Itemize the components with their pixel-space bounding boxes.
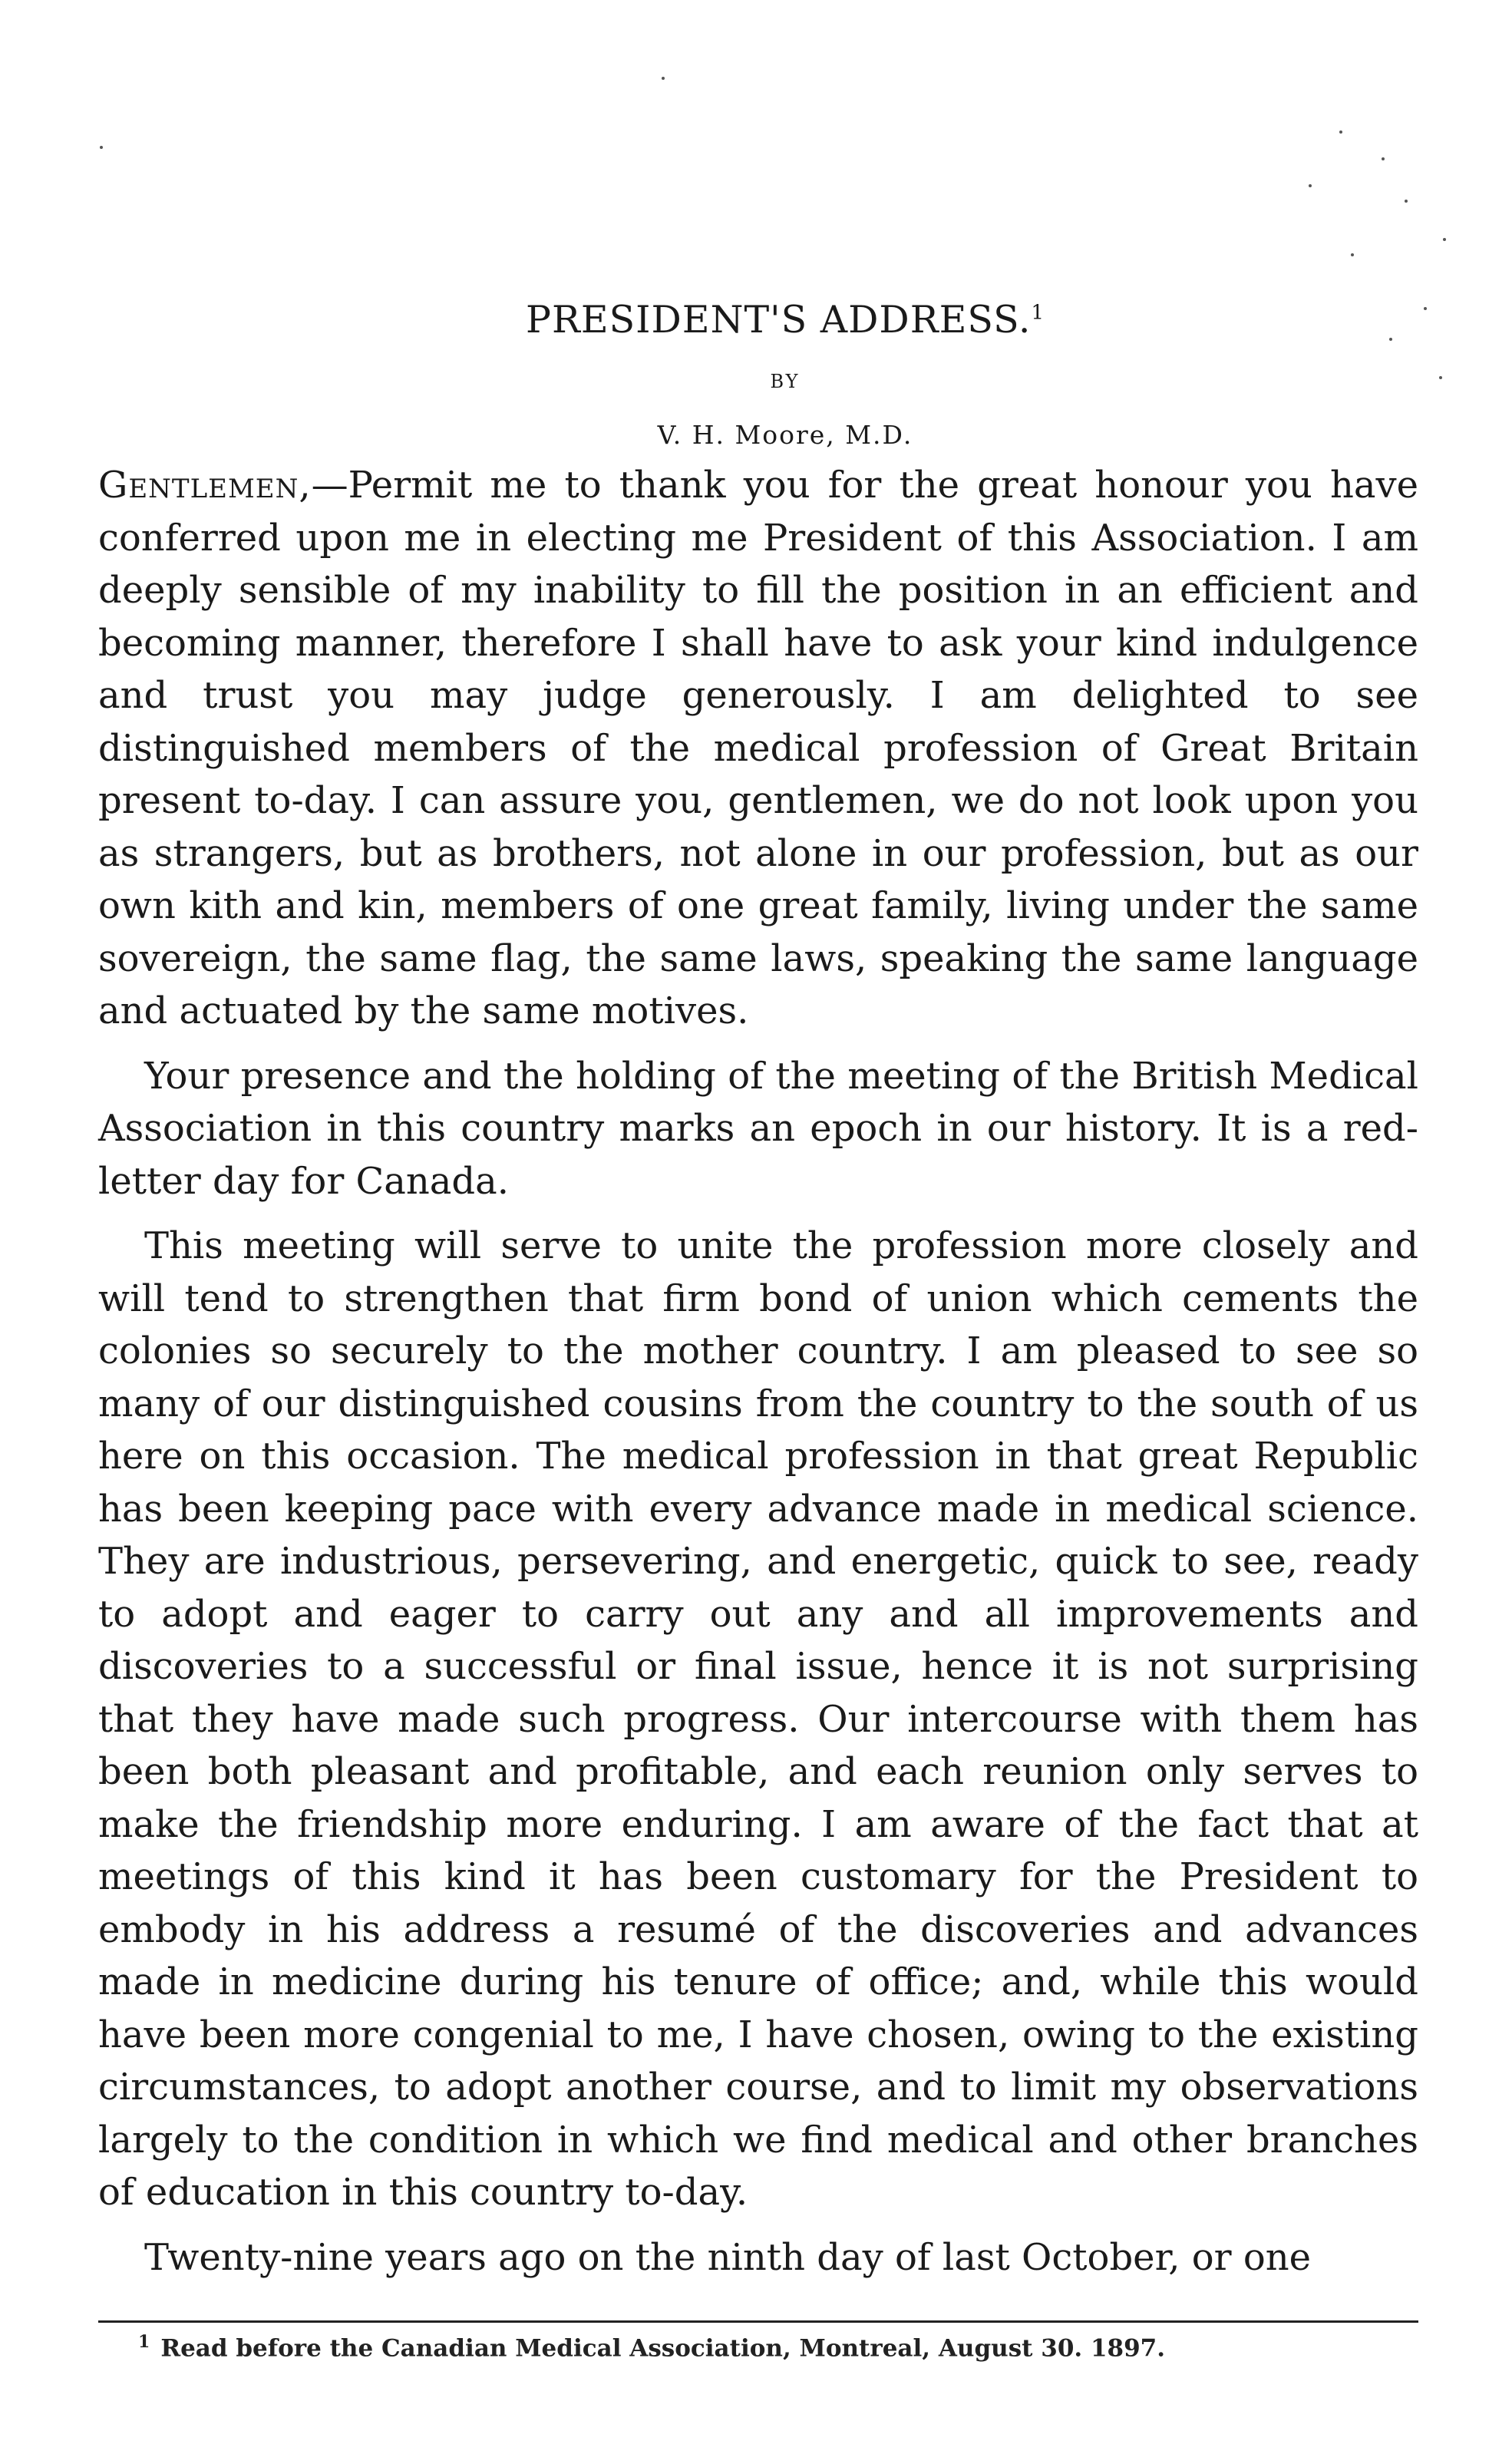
scan-speck bbox=[1309, 184, 1312, 187]
scan-speck bbox=[1351, 253, 1354, 256]
scan-speck bbox=[100, 146, 103, 149]
footnote-mark: 1 bbox=[138, 2332, 150, 2352]
author-name: V. H. Moore, M.D. bbox=[657, 420, 913, 450]
footnote-text: Read before the Canadian Medical Association, Montreal, August 30. 1897. bbox=[160, 2334, 1166, 2363]
paragraph bbox=[98, 459, 1418, 1038]
scan-speck bbox=[1439, 376, 1442, 379]
page-title bbox=[98, 298, 1418, 342]
footnote-divider bbox=[98, 2320, 1418, 2323]
salutation: Gentlemen, bbox=[98, 464, 312, 507]
paragraph: Your presence and the holding of the meeting of the British Medical Association in this country marks an epoch in our history. It is a red-letter day for Canada. bbox=[98, 1054, 1418, 1203]
scan-speck bbox=[1339, 130, 1342, 134]
footnote bbox=[138, 2332, 1165, 2362]
paragraph: This meeting will serve to unite the profession more closely and will tend to strengthen that firm bond of union which cements the colonies so securely to the mother country. I am pleased to see so many of our distinguished cousins from the country to the south of us here on this occasion. The medical profession in that great Republic has been keeping pace with every advance made in medical science. They are industrious, persevering, and energetic, quick to see, ready to adopt and eager to carry out any and all improvements and discoveries to a successful or final issue, hence it is not surprising that they have made such progress. Our intercourse with them has been both pleasant and profitable, and each reunion only serves to make the friendship more enduring. I am aware of the fact that at meetings of this kind it has been customary for the President to embody in his address a resumé of the discoveries and advances made in medicine during his tenure of office; and, while this would have been more congenial to me, I have chosen, owing to the existing circumstances, to adopt another course, and to limit my observations largely to the condition in which we find medical and other branches of education in this country to-day. bbox=[98, 1224, 1418, 2214]
document-page bbox=[98, 298, 1418, 2296]
scan-speck bbox=[1382, 157, 1385, 160]
scan-speck bbox=[1443, 238, 1446, 241]
title-footnote-mark: 1 bbox=[1031, 301, 1045, 325]
paragraph: Twenty-nine years ago on the ninth day of last October, or one bbox=[144, 2235, 1312, 2279]
scan-speck bbox=[1405, 200, 1408, 203]
scan-speck bbox=[662, 77, 665, 80]
scan-speck bbox=[1424, 307, 1427, 310]
paragraph-text: —Permit me to thank you for the great honour you have conferred upon me in electing me President of this Association. I am deeply sensible of my inability to fill the position in an efficient and becoming manner, therefore I shall have to ask your kind indulgence and trust you may judge generously. I am delighted to see distinguished members of the medical profession of Great Britain present to-day. I can assure you, gentlemen, we do not look upon you as strangers, but as brothers, not alone in our profession, but as our own kith and kin, members of one great family, living under the same sovereign, the same flag, the same laws, speaking the same language and actuated by the same motives. bbox=[98, 464, 1418, 1032]
title-text: PRESIDENT'S ADDRESS. bbox=[525, 298, 1032, 342]
byline-label: BY bbox=[770, 371, 801, 392]
